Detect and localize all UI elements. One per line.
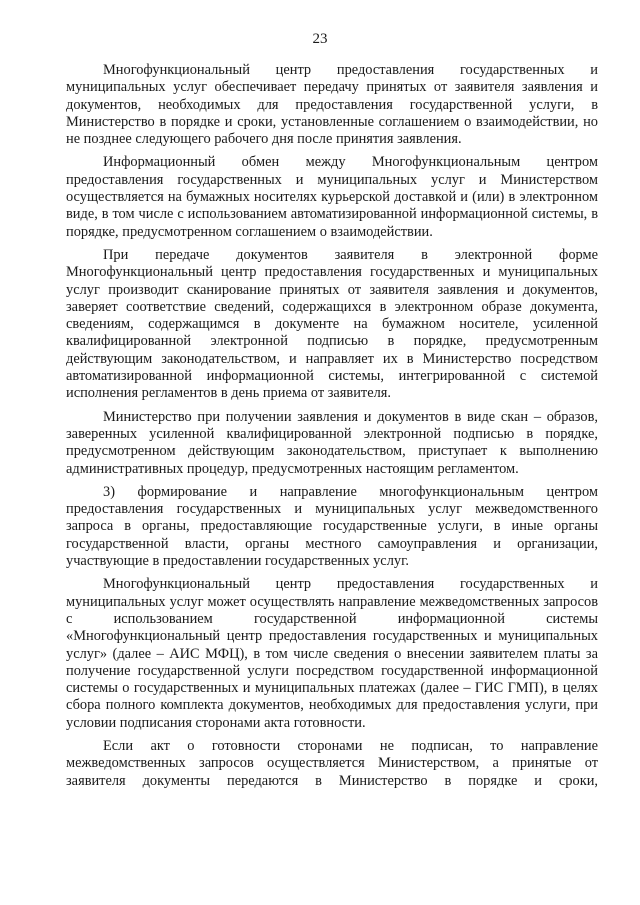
paragraph-readiness-act: Если акт о готовности сторонами не подписан, то направление межведомственных запросов осуществляется Министерством, а принятые от заявителя документы передаются в Министерство в порядке и сроки, — [66, 737, 598, 789]
paragraph-information-exchange: Информационный обмен между Многофункциональным центром предоставления государственных и муниципальных услуг и Министерством осуществляется на бумажных носителях курьерской доставкой и (или) в электронном виде, в том числе с использованием автоматизированной информационной системы, в порядке, предусмотренном соглашением о взаимодействии. — [66, 154, 598, 240]
paragraph-ais-mfc: Многофункциональный центр предоставления государственных и муниципальных услуг может осуществлять направление межведомственных запросов с использованием государственной информационной системы «Многофункциональный центр предоставления государственных и муниципальных услуг» (далее – АИС МФЦ), в том числе сведения о внесении заявителем платы за получение государственной услуги посредством государственной информационной системы о государственных и муниципальных платежах (далее – ГИС ГМП), в целях сбора полного комплекта документов, необходимых для предоставления услуги, при условии подписания сторонами акта готовности. — [66, 576, 598, 731]
paragraph-interagency-request: 3) формирование и направление многофункциональным центром предоставления государственных и муниципальных услуг межведомственного запроса в органы, предоставляющие государственные услуги, в иные органы государственной власти, органы местного самоуправления и организации, участвующие в предоставлении государственных услуг. — [66, 483, 598, 570]
body-text — [66, 62, 598, 796]
paragraph-ministry-processing: Министерство при получении заявления и документов в виде скан – образов, заверенных усиленной квалифицированной электронной подписью в порядке, предусмотренном действующим законодательством, приступает к выполнению административных процедур, предусмотренных настоящим регламентом. — [66, 408, 598, 477]
paragraph-electronic-transfer: При передаче документов заявителя в электронной форме Многофункциональный центр предоставления государственных и муниципальных услуг производит сканирование принятых от заявителя заявления и документов, заверяет соответствие сведений, содержащихся в электронном образе документа, сведениям, содержащимся в документе на бумажном носителе, усиленной квалифицированной электронной подписью в порядке, предусмотренным действующим законодательством, и направляет их в Министерство посредством автоматизированной информационной системы, интегрированной с системой исполнения регламентов в день приема от заявителя. — [66, 246, 598, 402]
page-number: 23 — [312, 31, 328, 47]
paragraph-mfc-transfer: Многофункциональный центр предоставления государственных и муниципальных услуг обеспечивает передачу принятых от заявителя заявления и документов, необходимых для предоставления государственной услуги, в Министерство в порядке и сроки, установленные соглашением о взаимодействии, но не позднее следующего рабочего дня после принятия заявления. — [66, 62, 598, 148]
